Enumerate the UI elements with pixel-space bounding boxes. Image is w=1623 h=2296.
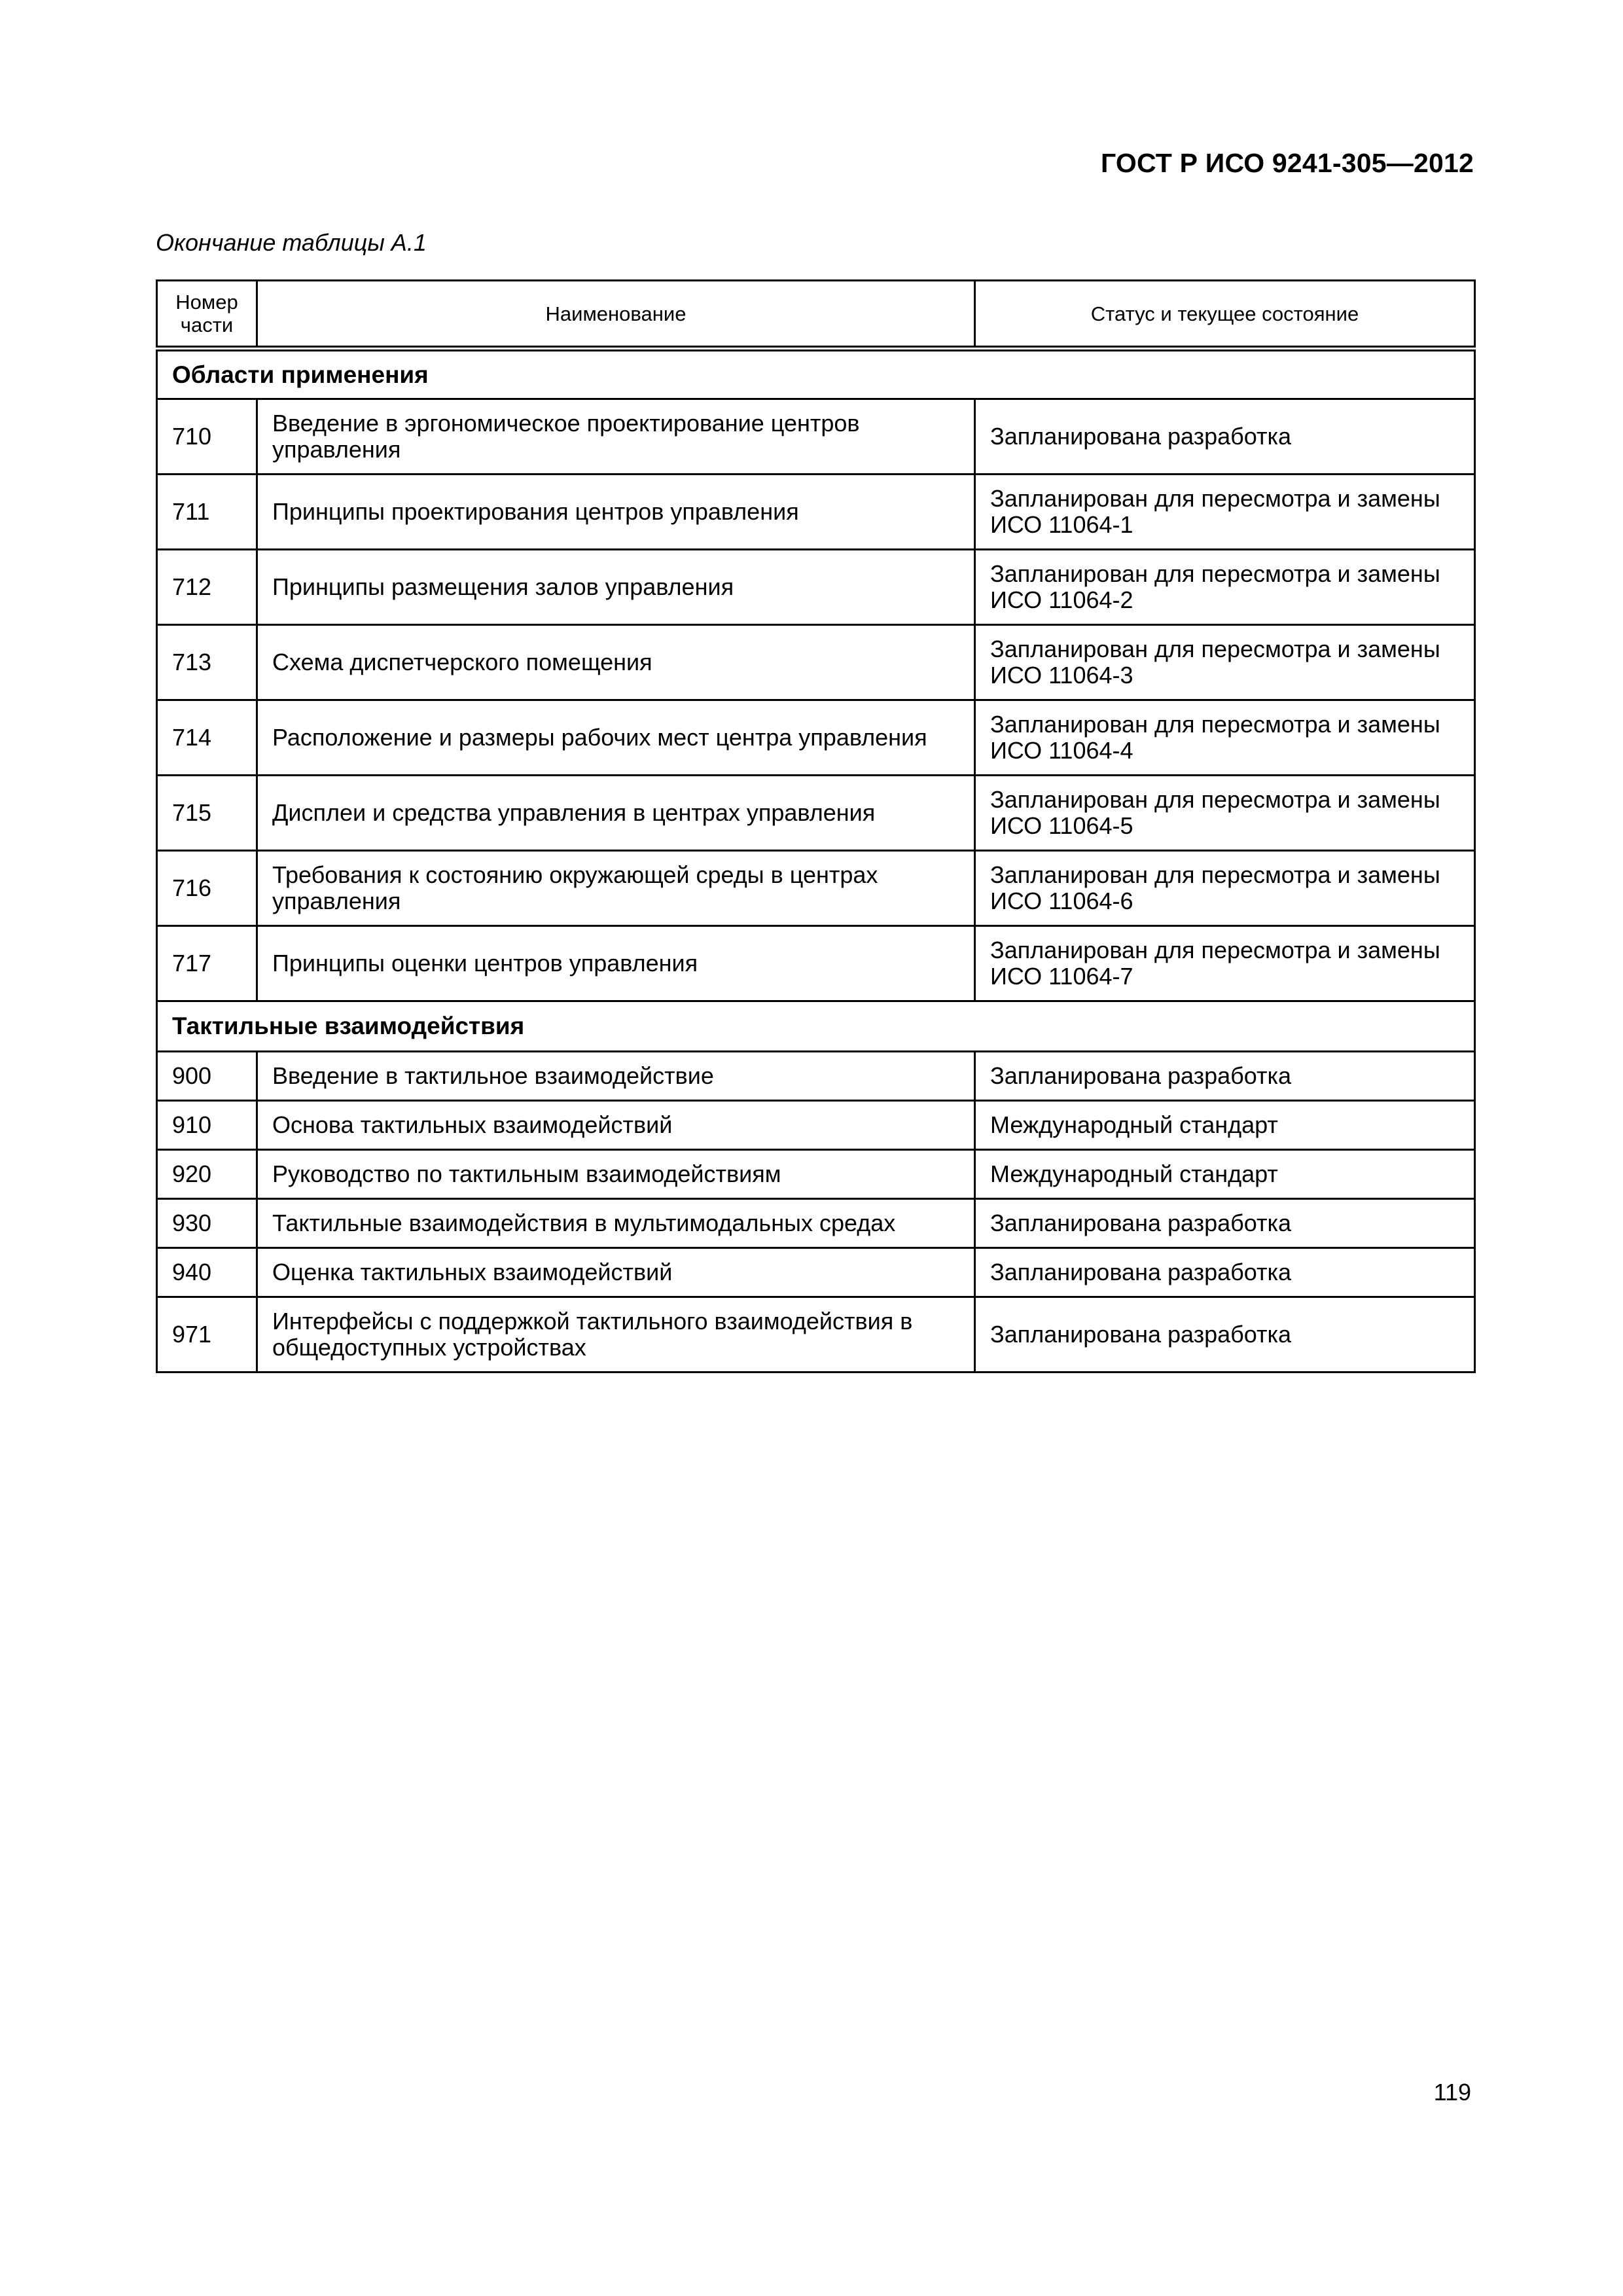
part-name-cell: Требования к состоянию окружающей среды в центрах управления <box>257 851 975 926</box>
status-cell: Запланирован для пересмотра и замены ИСО 11064-1 <box>975 475 1475 550</box>
part-number-cell: 930 <box>157 1199 257 1248</box>
status-cell: Запланирован для пересмотра и замены ИСО 11064-2 <box>975 550 1475 625</box>
status-cell: Запланирован для пересмотра и замены ИСО 11064-6 <box>975 851 1475 926</box>
status-cell: Международный стандарт <box>975 1150 1475 1199</box>
status-cell: Запланирована разработка <box>975 399 1475 475</box>
status-cell: Запланирован для пересмотра и замены ИСО 11064-7 <box>975 926 1475 1001</box>
part-number-cell: 717 <box>157 926 257 1001</box>
status-cell: Запланирована разработка <box>975 1052 1475 1101</box>
column-header-name: Наименование <box>257 281 975 349</box>
table-body <box>157 349 1475 1372</box>
table-row <box>157 851 1475 926</box>
part-name-cell: Принципы оценки центров управления <box>257 926 975 1001</box>
part-name-cell: Основа тактильных взаимодействий <box>257 1101 975 1150</box>
part-name-cell: Принципы размещения залов управления <box>257 550 975 625</box>
column-header-number-label: Номер части <box>175 291 238 336</box>
page-number: 119 <box>1433 2079 1471 2106</box>
part-number-cell: 920 <box>157 1150 257 1199</box>
part-number-cell: 711 <box>157 475 257 550</box>
status-cell: Запланирована разработка <box>975 1248 1475 1297</box>
status-cell: Запланирован для пересмотра и замены ИСО 11064-4 <box>975 700 1475 776</box>
column-header-status: Статус и текущее состояние <box>975 281 1475 349</box>
part-name-cell: Дисплеи и средства управления в центрах управления <box>257 776 975 851</box>
standards-table <box>156 279 1476 1373</box>
status-cell: Запланирован для пересмотра и замены ИСО 11064-5 <box>975 776 1475 851</box>
status-cell: Запланирована разработка <box>975 1297 1475 1372</box>
table-row <box>157 776 1475 851</box>
part-name-cell: Принципы проектирования центров управления <box>257 475 975 550</box>
table-row <box>157 700 1475 776</box>
part-name-cell: Руководство по тактильным взаимодействиям <box>257 1150 975 1199</box>
part-number-cell: 715 <box>157 776 257 851</box>
table-row <box>157 1101 1475 1150</box>
table-row <box>157 399 1475 475</box>
table-row <box>157 1199 1475 1248</box>
part-number-cell: 713 <box>157 625 257 700</box>
part-number-cell: 712 <box>157 550 257 625</box>
part-number-cell: 900 <box>157 1052 257 1101</box>
table-row <box>157 926 1475 1001</box>
table-row <box>157 625 1475 700</box>
table-header-row <box>157 281 1475 349</box>
part-number-cell: 710 <box>157 399 257 475</box>
column-header-number <box>157 281 257 349</box>
status-cell: Международный стандарт <box>975 1101 1475 1150</box>
status-cell: Запланирована разработка <box>975 1199 1475 1248</box>
table-row <box>157 1297 1475 1372</box>
part-name-cell: Интерфейсы с поддержкой тактильного взаимодействия в общедоступных устройствах <box>257 1297 975 1372</box>
table-row <box>157 1248 1475 1297</box>
table-row <box>157 550 1475 625</box>
part-number-cell: 940 <box>157 1248 257 1297</box>
part-number-cell: 714 <box>157 700 257 776</box>
table-row <box>157 1052 1475 1101</box>
table-caption: Окончание таблицы А.1 <box>156 229 427 256</box>
part-name-cell: Схема диспетчерского помещения <box>257 625 975 700</box>
document-code: ГОСТ Р ИСО 9241-305—2012 <box>1101 148 1474 178</box>
part-name-cell: Введение в эргономическое проектирование центров управления <box>257 399 975 475</box>
part-number-cell: 971 <box>157 1297 257 1372</box>
table-row <box>157 1150 1475 1199</box>
part-number-cell: 910 <box>157 1101 257 1150</box>
part-number-cell: 716 <box>157 851 257 926</box>
status-cell: Запланирован для пересмотра и замены ИСО 11064-3 <box>975 625 1475 700</box>
section-row <box>157 1001 1475 1052</box>
part-name-cell: Оценка тактильных взаимодействий <box>257 1248 975 1297</box>
section-title: Тактильные взаимодействия <box>157 1001 1475 1052</box>
part-name-cell: Введение в тактильное взаимодействие <box>257 1052 975 1101</box>
section-title: Области применения <box>157 349 1475 399</box>
part-name-cell: Тактильные взаимодействия в мультимодальных средах <box>257 1199 975 1248</box>
section-row <box>157 349 1475 399</box>
part-name-cell: Расположение и размеры рабочих мест центра управления <box>257 700 975 776</box>
table-row <box>157 475 1475 550</box>
